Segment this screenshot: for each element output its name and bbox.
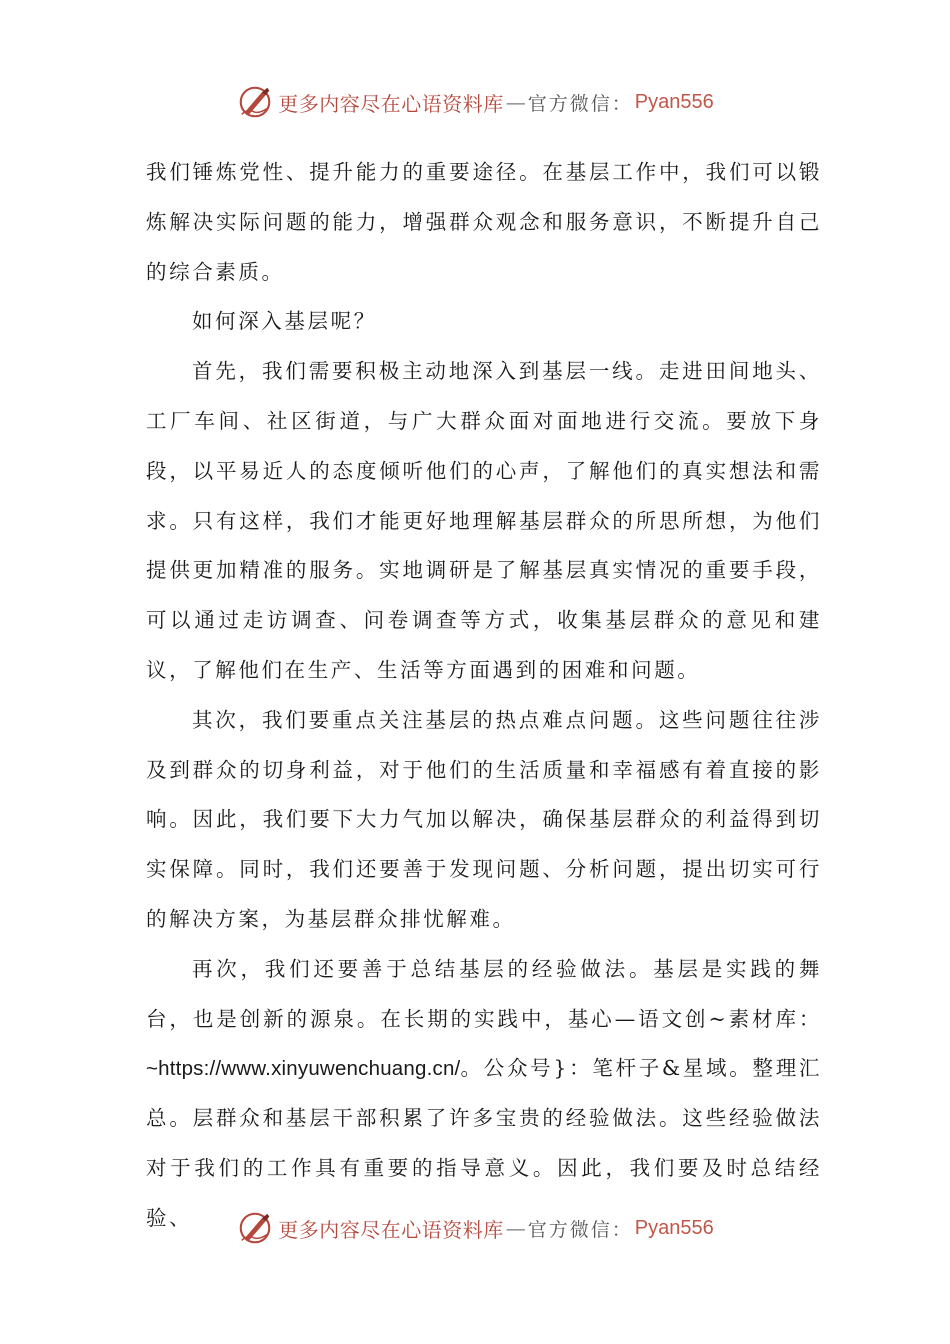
paragraph-5-part-a: 再次，我们还要善于总结基层的经验做法。基层是实践的舞台，也是创新的源泉。在长期的实践中，基心—语文创~素材库： — [146, 956, 822, 1031]
header-dash: — — [505, 90, 526, 114]
paragraph-5 — [146, 945, 822, 1244]
header-brand: 更多内容尽在心语资料库 — [278, 91, 504, 116]
header-wechat-id: Pyan556 — [634, 90, 714, 113]
footer-brand: 更多内容尽在心语资料库 — [278, 1217, 504, 1242]
pen-logo-icon — [236, 1209, 274, 1247]
footer-wechat-label: 官方微信： — [527, 1218, 633, 1241]
paragraph-2: 如何深入基层呢？ — [192, 309, 377, 334]
footer-dash: — — [505, 1216, 526, 1240]
paragraph-3: 首先，我们需要积极主动地深入到基层一线。走进田间地头、工厂车间、社区街道，与广大群众面对面地进行交流。要放下身段，以平易近人的态度倾听他们的心声，了解他们的真实想法和需求。只有这样，我们才能更好地理解基层群众的所思所想，为他们提供更加精准的服务。实地调研是了解基层真实情况的重要手段，可以通过走访调查、问卷调查等方式，收集基层群众的意见和建议，了解他们在生产、生活等方面遇到的困难和问题。 — [146, 359, 822, 682]
document-body — [146, 148, 822, 1244]
footer-wechat-id: Pyan556 — [634, 1216, 714, 1239]
header-wechat-label: 官方微信： — [527, 92, 633, 115]
paragraph-5-part-b: 。公众号}：笔杆子&星域。整理汇总。层群众和基层干部积累了许多宝贵的经验做法。这些经验做法对于我们的工作具有重要的指导意义。因此，我们要及时总结经验、 — [146, 1056, 822, 1230]
header-banner — [0, 80, 950, 124]
paragraph-1: 我们锤炼党性、提升能力的重要途径。在基层工作中，我们可以锻炼解决实际问题的能力，增强群众观念和服务意识，不断提升自己的综合素质。 — [146, 160, 822, 284]
source-url-link[interactable]: ~https://www.xinyuwenchuang.cn/ — [146, 1057, 461, 1081]
footer-banner — [0, 1206, 950, 1250]
paragraph-4: 其次，我们要重点关注基层的热点难点问题。这些问题往往涉及到群众的切身利益，对于他们的生活质量和幸福感有着直接的影响。因此，我们要下大力气加以解决，确保基层群众的利益得到切实保障。同时，我们还要善于发现问题、分析问题，提出切实可行的解决方案，为基层群众排忧解难。 — [146, 707, 822, 931]
pen-logo-icon — [236, 83, 274, 121]
